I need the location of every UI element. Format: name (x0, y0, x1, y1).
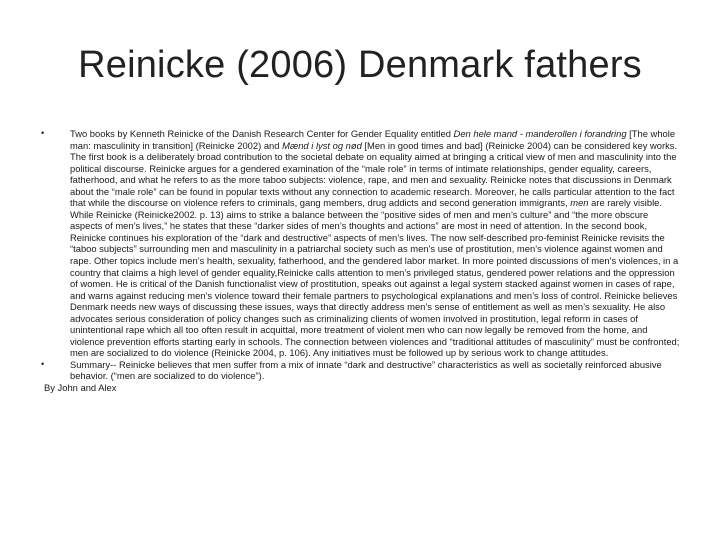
text-segment: [Men in good times and bad] (Reinicke 2004) can be considered key works. The first book is a deliberately broad contribution to the societal debate on equality aimed at bringing a critical view of men and masculinity into the political discourse. Reinicke argues for a gendered examination of the “male role” in terms of intimate relationships, gender equality, careers, fatherhood, and what he refers to as the more taboo subjects: violence, rape, and men and sexuality. Reinicke notes that discussions in Denmark about the “male role” can be found in popular texts without any connection to academic research. Moreover, he calls particular attention to the fact that while the discourse on violence refers to criminals, gang members, drug addicts and second generation immigrants, (70, 139, 678, 209)
book-title-1: Den hele mand - manderollen i forandring (453, 128, 627, 139)
slide-body (40, 128, 680, 394)
text-segment: are rarely visible. While Reinicke (Reinicke2002. p. 13) aims to strike a balance between the “positive sides of men and men’s culture” and “the more obscure aspects of men’s lives,” he states that these “darker sides of men’s thoughts and actions” are most in need of attention. In the second book, Reinicke continues his exploration of the “dark and destructive” aspects of men’s lives. The now self-described pro-feminist Reinicke revisits the “taboo subjects” surrounding men and masculinity in a patriarchal society such as men’s use of prostitution, men’s violence against women and rape. Other topics include men’s health, sexuality, fatherhood, and the gendered labor market. In more pointed discussions of men’s violences, in a country that claims a high level of gender equality,Reinicke calls attention to men’s privileged status, gendered power relations and the oppression of women. He is critical of the Danish functionalist view of prostitution, speaks out against a legal system stacked against women in cases of rape, and warns against reducing men’s violence toward their female partners to psychological explanations and men’s loss of control. Reinicke believes Denmark needs new ways of discussing these issues, ways that directly address men’s sense of entitlement as well as men’s sexuality. He also advocates serious consideration of policy changes such as criminalizing clients of women involved in prostitution, legal reform in cases of unintentional rape which all too often result in acquittal, more treatment of violent men who can now legally be removed from the home, and violence prevention efforts starting early in schools. The connection between violences and “traditional attitudes of masculinity” must be confronted; men are socialized to do violence (Reinicke 2004, p. 106). Any initiatives must be followed up by serious work to change attitudes. (70, 197, 680, 359)
bullet-text (70, 128, 680, 359)
bullet-item-summary (40, 359, 680, 382)
text-segment: Two books by Kenneth Reinicke of the Danish Research Center for Gender Equality entitled (70, 128, 454, 139)
bullet-icon: • (41, 358, 45, 369)
book-title-2: Mænd i lyst og nød (282, 139, 362, 151)
slide-title: Reinicke (2006) Denmark fathers (78, 44, 642, 86)
bullet-item (40, 128, 680, 359)
bullet-icon: • (41, 128, 45, 138)
emphasis-men: men (570, 197, 589, 209)
byline: By John and Alex (44, 382, 117, 394)
text-segment: Summary-- Reinicke believes that men suffer from a mix of innate “dark and destructive” characteristics as well as societally reinforced abusive behavior. (“men are socialized to do violence”). (70, 358, 662, 382)
text-segment: [The whole man: masculinity in transition] (Reinicke 2002) and (70, 128, 676, 151)
summary-text (70, 359, 680, 382)
